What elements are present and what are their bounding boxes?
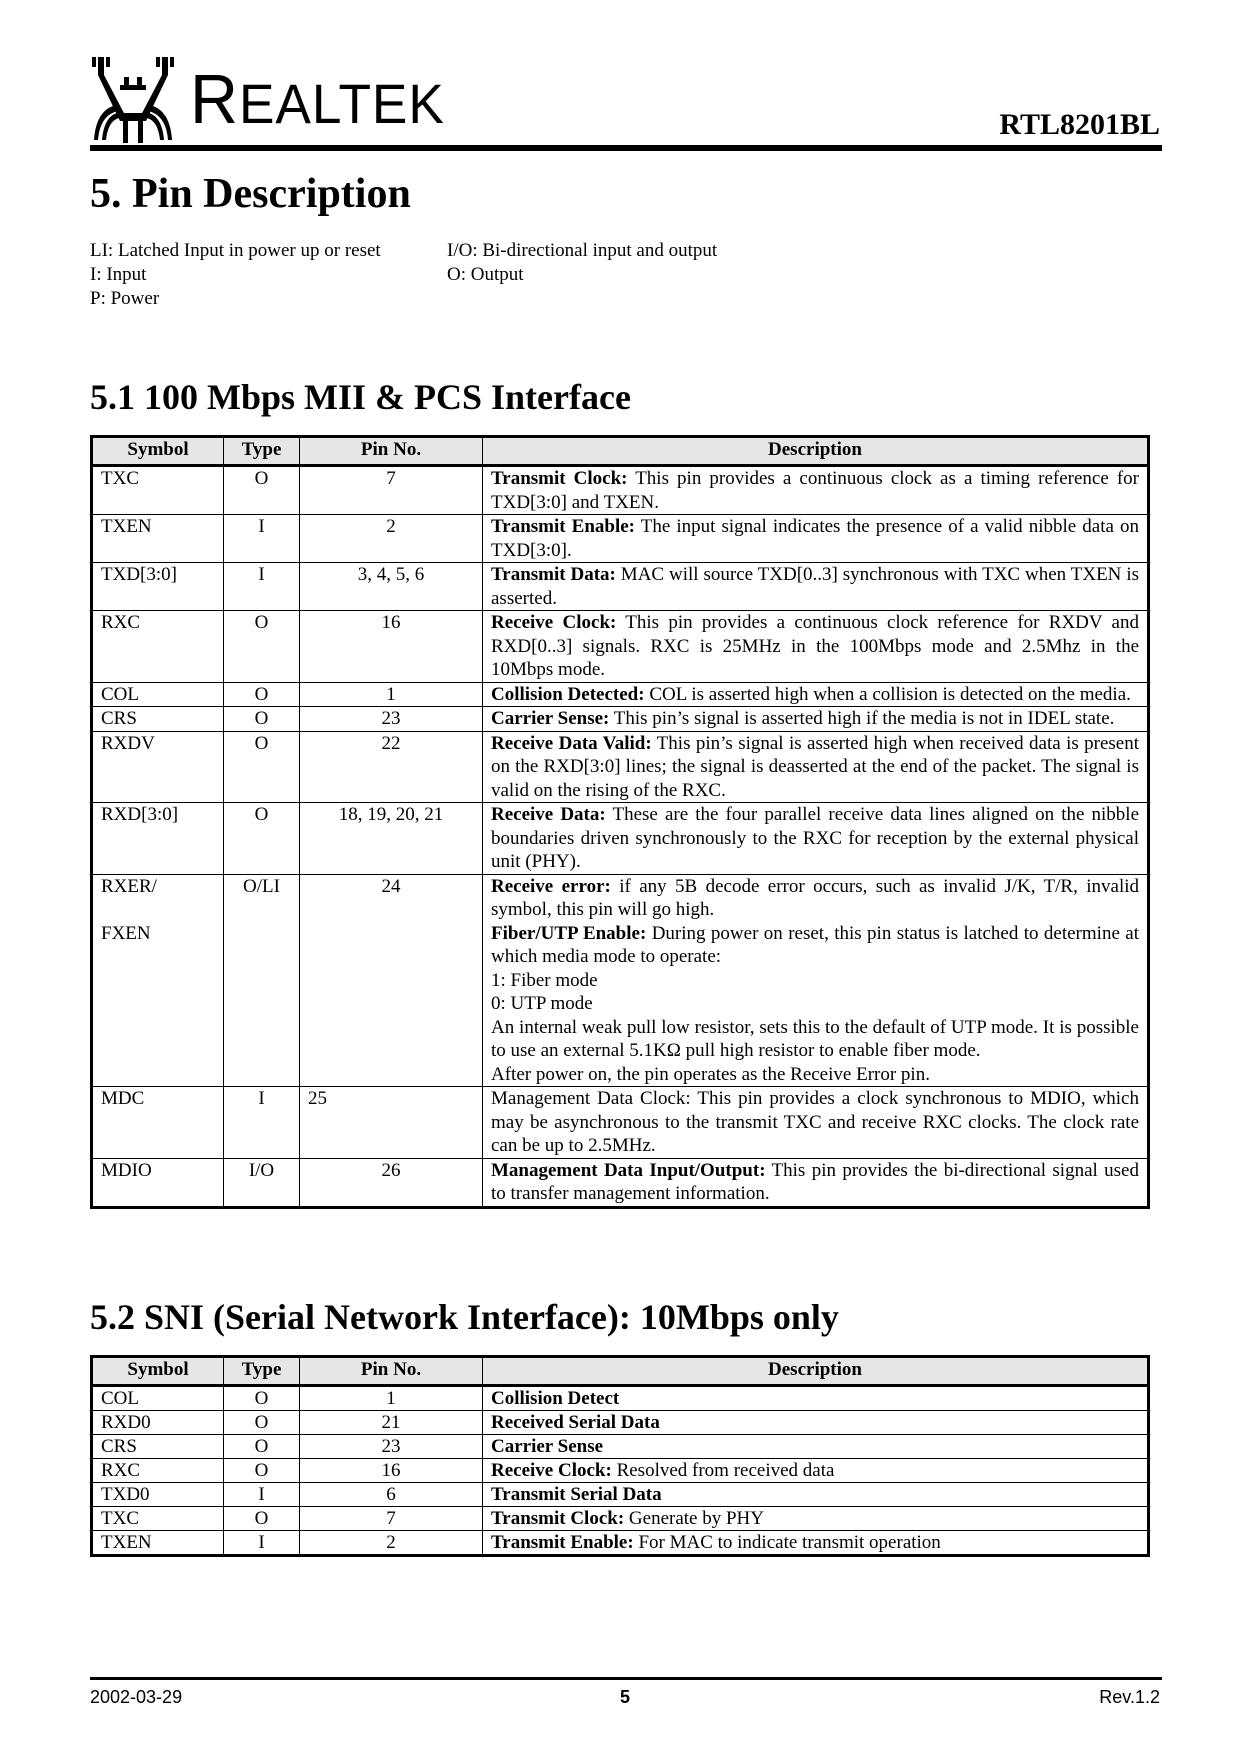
part-number: RTL8201BL bbox=[999, 108, 1160, 141]
description-term: Receive Data: bbox=[491, 804, 606, 825]
col-pin: Pin No. bbox=[300, 1357, 483, 1386]
table-row bbox=[92, 1435, 1149, 1459]
col-description: Description bbox=[483, 1357, 1149, 1386]
type-cell: I bbox=[224, 1483, 300, 1507]
description-term: Receive Clock: bbox=[491, 1460, 612, 1481]
description-text: MAC will source TXD[0..3] synchronous with TXC when TXEN is asserted. bbox=[491, 564, 1139, 609]
description-cell bbox=[483, 874, 1149, 1087]
pin-cell: 1 bbox=[300, 1386, 483, 1411]
description-paragraph bbox=[491, 1507, 1139, 1530]
description-paragraph bbox=[491, 969, 1139, 993]
description-text: This pin provides a continuous clock reference for RXDV and RXD[0..3] signals. RXC is 25MHz in the 100Mbps mode and 2.5Mhz in the 10Mbps mode. bbox=[491, 612, 1139, 680]
legend-io: I/O: Bi-directional input and output bbox=[447, 240, 718, 261]
table-row bbox=[92, 1386, 1149, 1411]
symbol-cell bbox=[92, 1459, 224, 1483]
pin-cell: 23 bbox=[300, 1435, 483, 1459]
description-cell bbox=[483, 1158, 1149, 1207]
symbol-cell bbox=[92, 515, 224, 563]
type-cell: O bbox=[224, 1386, 300, 1411]
pin-cell: 6 bbox=[300, 1483, 483, 1507]
description-paragraph bbox=[491, 1483, 1139, 1506]
description-text: This pin’s signal is asserted high if the media is not in IDEL state. bbox=[609, 708, 1115, 729]
symbol-line: RXD[3:0] bbox=[101, 804, 179, 825]
symbol-line: RXC bbox=[101, 612, 141, 633]
sni-pin-table bbox=[90, 1355, 1150, 1557]
description-text: COL is asserted high when a collision is detected on the media. bbox=[644, 683, 1131, 705]
type-cell: O bbox=[224, 1459, 300, 1483]
table-row bbox=[92, 731, 1149, 803]
description-paragraph bbox=[491, 563, 1139, 610]
header-rule bbox=[90, 145, 1162, 151]
type-cell: I/O bbox=[224, 1158, 300, 1207]
description-text: For MAC to indicate transmit operation bbox=[633, 1532, 941, 1553]
description-text: 1: Fiber mode bbox=[491, 969, 598, 991]
col-type: Type bbox=[224, 1357, 300, 1386]
symbol-cell bbox=[92, 682, 224, 707]
description-cell bbox=[483, 1531, 1149, 1556]
logo-text: REALTEK bbox=[190, 60, 445, 138]
symbol-line: TXD[3:0] bbox=[101, 564, 177, 585]
legend-p: P: Power bbox=[90, 288, 160, 309]
legend-i: I: Input bbox=[90, 264, 147, 285]
symbol-cell bbox=[92, 1435, 224, 1459]
col-symbol: Symbol bbox=[92, 437, 224, 466]
pin-cell: 2 bbox=[300, 1531, 483, 1556]
symbol-cell bbox=[92, 1087, 224, 1159]
symbol-cell bbox=[92, 1531, 224, 1556]
page-title: 5. Pin Description bbox=[90, 171, 411, 217]
description-term: Transmit Enable: bbox=[491, 516, 635, 537]
description-paragraph bbox=[491, 611, 1139, 682]
description-paragraph bbox=[491, 707, 1139, 731]
symbol-line: TXD0 bbox=[101, 1484, 150, 1505]
description-cell bbox=[483, 563, 1149, 611]
description-text: 0: UTP mode bbox=[491, 993, 593, 1014]
description-paragraph bbox=[491, 1435, 1139, 1458]
description-text: This pin’s signal is asserted high when received data is present on the RXD[3:0] lines; the signal is deasserted at the end of the packet. The signal is valid on the rising of the RXC. bbox=[491, 732, 1139, 801]
description-term: Transmit Serial Data bbox=[491, 1484, 662, 1505]
description-cell bbox=[483, 1411, 1149, 1435]
description-text: The input signal indicates the presence of a valid nibble data on TXD[3:0]. bbox=[491, 516, 1139, 561]
table-header-row bbox=[92, 1357, 1149, 1386]
pin-cell: 2 bbox=[300, 515, 483, 563]
symbol-line bbox=[101, 898, 215, 922]
description-paragraph bbox=[491, 1159, 1139, 1206]
symbol-line: TXC bbox=[101, 468, 139, 489]
description-paragraph bbox=[491, 732, 1139, 803]
table-row bbox=[92, 1158, 1149, 1207]
symbol-line: MDC bbox=[101, 1088, 145, 1109]
symbol-line: FXEN bbox=[101, 922, 151, 944]
description-term: Collision Detect bbox=[491, 1388, 620, 1409]
description-term: Transmit Data: bbox=[491, 564, 616, 585]
symbol-line: COL bbox=[101, 1388, 139, 1409]
pin-cell: 16 bbox=[300, 1459, 483, 1483]
footer-revision: Rev.1.2 bbox=[1099, 1687, 1160, 1707]
type-cell: O bbox=[224, 466, 300, 515]
symbol-cell bbox=[92, 466, 224, 515]
table-row bbox=[92, 1459, 1149, 1483]
description-paragraph bbox=[491, 1016, 1139, 1063]
symbol-line: MDIO bbox=[101, 1159, 152, 1181]
symbol-cell bbox=[92, 874, 224, 1087]
pin-cell: 23 bbox=[300, 707, 483, 732]
description-paragraph bbox=[491, 1063, 1139, 1087]
type-cell: I bbox=[224, 515, 300, 563]
description-paragraph bbox=[491, 1531, 1139, 1554]
description-cell bbox=[483, 1459, 1149, 1483]
type-cell: O bbox=[224, 611, 300, 683]
pin-cell: 24 bbox=[300, 874, 483, 1087]
description-paragraph bbox=[491, 803, 1139, 874]
table-row bbox=[92, 803, 1149, 875]
symbol-line: CRS bbox=[101, 708, 137, 729]
pin-cell: 16 bbox=[300, 611, 483, 683]
description-cell bbox=[483, 803, 1149, 875]
table-row bbox=[92, 563, 1149, 611]
description-cell bbox=[483, 515, 1149, 563]
col-pin: Pin No. bbox=[300, 437, 483, 466]
table-row bbox=[92, 1087, 1149, 1159]
description-cell bbox=[483, 1435, 1149, 1459]
type-cell: I bbox=[224, 563, 300, 611]
mii-pin-table bbox=[90, 435, 1150, 1209]
description-text: After power on, the pin operates as the Receive Error pin. bbox=[491, 1063, 930, 1085]
description-text: An internal weak pull low resistor, sets this to the default of UTP mode. It is possible to use an external 5.1KΩ pull high resistor to enable fiber mode. bbox=[491, 1016, 1139, 1061]
description-text: if any 5B decode error occurs, such as invalid J/K, T/R, invalid symbol, this pin will go high. bbox=[491, 875, 1139, 920]
description-text: This pin provides a continuous clock as a timing reference for TXD[3:0] and TXEN. bbox=[491, 468, 1139, 513]
col-type: Type bbox=[224, 437, 300, 466]
description-paragraph bbox=[491, 467, 1139, 514]
page-number: 5 bbox=[620, 1687, 631, 1707]
symbol-cell bbox=[92, 1158, 224, 1207]
description-paragraph bbox=[491, 1087, 1139, 1158]
symbol-line: RXD0 bbox=[101, 1412, 151, 1433]
symbol-line: RXDV bbox=[101, 732, 155, 754]
description-cell bbox=[483, 1507, 1149, 1531]
pin-cell: 21 bbox=[300, 1411, 483, 1435]
realtek-crab-icon bbox=[90, 55, 185, 147]
symbol-cell bbox=[92, 563, 224, 611]
description-text: Management Data Clock: This pin provides a clock synchronous to MDIO, which may be asynchronous to the transmit TXC and receive RXC clocks. The clock rate can be up to 2.5MHz. bbox=[491, 1088, 1139, 1156]
description-text: This pin provides the bi-directional signal used to transfer management information. bbox=[491, 1159, 1139, 1204]
symbol-cell bbox=[92, 803, 224, 875]
description-term: Fiber/UTP Enable: bbox=[491, 922, 647, 944]
pin-cell: 7 bbox=[300, 1507, 483, 1531]
section-heading-mii: 5.1 100 Mbps MII & PCS Interface bbox=[90, 377, 631, 417]
description-text: Generate by PHY bbox=[624, 1508, 764, 1529]
type-cell: O bbox=[224, 707, 300, 732]
description-term: Received Serial Data bbox=[491, 1412, 660, 1433]
legend-o: O: Output bbox=[447, 264, 524, 285]
description-cell bbox=[483, 466, 1149, 515]
type-cell: I bbox=[224, 1087, 300, 1159]
symbol-line: TXEN bbox=[101, 1532, 152, 1553]
pin-cell: 3, 4, 5, 6 bbox=[300, 563, 483, 611]
description-cell bbox=[483, 1483, 1149, 1507]
description-text: During power on reset, this pin status is latched to determine at which media mode to operate: bbox=[491, 922, 1139, 967]
table-row bbox=[92, 466, 1149, 515]
description-term: Transmit Clock: bbox=[491, 468, 628, 489]
pin-cell: 25 bbox=[300, 1087, 483, 1159]
footer-rule bbox=[90, 1677, 1162, 1680]
legend-li: LI: Latched Input in power up or reset bbox=[90, 240, 381, 261]
description-cell bbox=[483, 611, 1149, 683]
description-paragraph bbox=[491, 992, 1139, 1016]
table-row bbox=[92, 611, 1149, 683]
table-row bbox=[92, 1531, 1149, 1556]
description-paragraph bbox=[491, 1411, 1139, 1434]
type-cell: O bbox=[224, 1411, 300, 1435]
table-row bbox=[92, 1411, 1149, 1435]
type-cell: I bbox=[224, 1531, 300, 1556]
description-cell bbox=[483, 707, 1149, 732]
symbol-cell bbox=[92, 611, 224, 683]
type-cell: O bbox=[224, 803, 300, 875]
table-row bbox=[92, 1507, 1149, 1531]
symbol-line: COL bbox=[101, 683, 139, 705]
pin-cell: 22 bbox=[300, 731, 483, 803]
type-cell: O bbox=[224, 731, 300, 803]
description-paragraph bbox=[491, 875, 1139, 922]
symbol-line: RXER/ bbox=[101, 875, 157, 897]
footer-date: 2002-03-29 bbox=[90, 1687, 183, 1707]
description-term: Carrier Sense: bbox=[491, 708, 610, 729]
symbol-cell bbox=[92, 1386, 224, 1411]
description-term: Management Data Input/Output: bbox=[491, 1159, 766, 1181]
description-paragraph bbox=[491, 515, 1139, 562]
description-term: Receive Data Valid: bbox=[491, 732, 652, 754]
table-row bbox=[92, 1483, 1149, 1507]
type-cell: O/LI bbox=[224, 874, 300, 1087]
description-term: Receive error: bbox=[491, 875, 611, 897]
table-row bbox=[92, 682, 1149, 707]
description-text: These are the four parallel receive data lines aligned on the nibble boundaries driven synchronously to the RXC for reception by the external physical unit (PHY). bbox=[491, 804, 1139, 872]
symbol-line: RXC bbox=[101, 1460, 141, 1481]
table-row bbox=[92, 515, 1149, 563]
symbol-cell bbox=[92, 731, 224, 803]
col-symbol: Symbol bbox=[92, 1357, 224, 1386]
description-paragraph bbox=[491, 1459, 1139, 1482]
description-term: Receive Clock: bbox=[491, 612, 617, 633]
description-term: Collision Detected: bbox=[491, 683, 645, 705]
description-cell bbox=[483, 1087, 1149, 1159]
type-cell: O bbox=[224, 1435, 300, 1459]
pin-cell: 1 bbox=[300, 682, 483, 707]
description-cell bbox=[483, 731, 1149, 803]
pin-cell: 7 bbox=[300, 466, 483, 515]
pin-cell: 26 bbox=[300, 1158, 483, 1207]
symbol-cell bbox=[92, 707, 224, 732]
realtek-logo bbox=[90, 55, 470, 147]
section-heading-sni: 5.2 SNI (Serial Network Interface): 10Mbps only bbox=[90, 1297, 839, 1337]
type-cell: O bbox=[224, 682, 300, 707]
table-row bbox=[92, 707, 1149, 732]
pin-cell: 18, 19, 20, 21 bbox=[300, 803, 483, 875]
description-term: Carrier Sense bbox=[491, 1436, 604, 1457]
symbol-cell bbox=[92, 1483, 224, 1507]
type-cell: O bbox=[224, 1507, 300, 1531]
col-description: Description bbox=[483, 437, 1149, 466]
description-paragraph bbox=[491, 683, 1139, 707]
description-term: Transmit Enable: bbox=[491, 1532, 634, 1553]
symbol-cell bbox=[92, 1507, 224, 1531]
description-term: Transmit Clock: bbox=[491, 1508, 625, 1529]
description-paragraph bbox=[491, 922, 1139, 969]
symbol-cell bbox=[92, 1411, 224, 1435]
description-cell bbox=[483, 1386, 1149, 1411]
symbol-line: CRS bbox=[101, 1436, 137, 1457]
symbol-line: TXEN bbox=[101, 516, 152, 537]
table-header-row bbox=[92, 437, 1149, 466]
symbol-line: TXC bbox=[101, 1508, 139, 1529]
description-cell bbox=[483, 682, 1149, 707]
table-row bbox=[92, 874, 1149, 1087]
description-text: Resolved from received data bbox=[611, 1460, 835, 1481]
description-paragraph bbox=[491, 1387, 1139, 1410]
